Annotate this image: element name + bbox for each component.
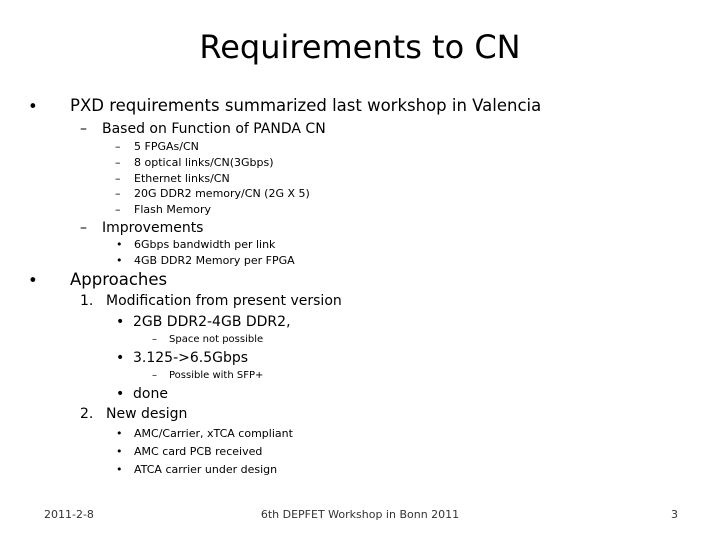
page-number: 3 <box>671 508 678 521</box>
list-item: AMC/Carrier, xTCA compliant <box>134 427 293 440</box>
ddr-note: Space not possible <box>169 334 264 345</box>
based-on-text: Based on Function of PANDA CN <box>102 121 326 137</box>
improvements-text: Improvements <box>102 220 204 236</box>
number-marker: 2. <box>80 406 94 422</box>
bullet-marker: • <box>28 97 38 116</box>
list-item: 6Gbps bandwidth per link <box>134 238 276 251</box>
ddr-item: 2GB DDR2-4GB DDR2, <box>133 314 291 330</box>
bullet-marker: • <box>116 386 125 402</box>
dash-marker: – <box>80 220 87 236</box>
number-marker: 1. <box>80 293 94 309</box>
dash-marker: – <box>152 370 157 381</box>
bullet-marker: • <box>28 271 38 290</box>
list-item: 4GB DDR2 Memory per FPGA <box>134 254 295 267</box>
dash-marker: – <box>80 121 87 137</box>
dash-marker: – <box>115 156 121 169</box>
list-item: ATCA carrier under design <box>134 463 278 476</box>
list-item: Ethernet links/CN <box>134 172 230 185</box>
dash-marker: – <box>115 187 121 200</box>
gbps-note: Possible with SFP+ <box>169 370 264 381</box>
done-item: done <box>133 386 168 402</box>
footer-event: 6th DEPFET Workshop in Bonn 2011 <box>260 508 460 521</box>
list-item: AMC card PCB received <box>134 445 263 458</box>
bullet-marker: • <box>116 238 123 251</box>
dash-marker: – <box>115 203 121 216</box>
bullet-marker: • <box>116 314 125 330</box>
list-item: 5 FPGAs/CN <box>134 140 199 153</box>
gbps-item: 3.125->6.5Gbps <box>133 350 249 366</box>
dash-marker: – <box>115 172 121 185</box>
approaches-text: Approaches <box>70 270 168 289</box>
modification-text: Modification from present version <box>106 293 342 309</box>
bullet-marker: • <box>116 427 123 440</box>
bullet-marker: • <box>116 445 123 458</box>
new-design-text: New design <box>106 406 188 422</box>
list-item: Flash Memory <box>134 203 212 216</box>
pxd-requirements-text: PXD requirements summarized last workshop in Valencia <box>70 96 542 115</box>
bullet-marker: • <box>116 350 125 366</box>
dash-marker: – <box>152 334 157 345</box>
bullet-marker: • <box>116 254 123 267</box>
list-item: 20G DDR2 memory/CN (2G X 5) <box>134 187 310 200</box>
list-item: 8 optical links/CN(3Gbps) <box>134 156 274 169</box>
footer-date: 2011-2-8 <box>44 508 94 521</box>
bullet-marker: • <box>116 463 123 476</box>
dash-marker: – <box>115 140 121 153</box>
slide-title: Requirements to CN <box>199 28 521 66</box>
